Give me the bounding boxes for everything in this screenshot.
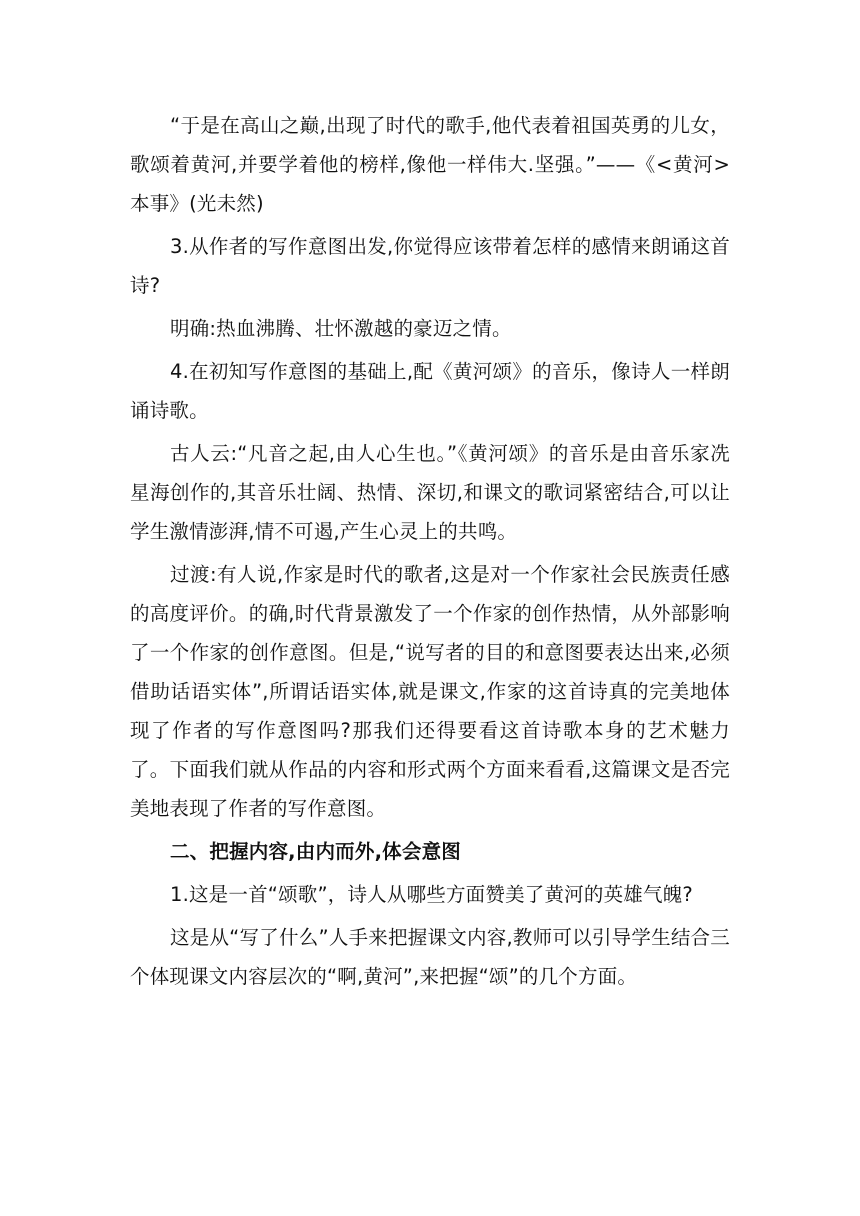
paragraph-question-1: 1.这是一首“颂歌”，诗人从哪些方面赞美了黄河的英雄气魄? xyxy=(169,883,693,906)
section-heading: 二、把握内容,由内而外,体会意图 xyxy=(169,840,461,863)
paragraph-transition: 过渡:有人说,作家是时代的歌者,这是对一个作家社会民族责任感的高度评价。的确,时代背景激发了一个作家的创作热情，从外部影响了一个作家的创作意图。但是,“说写者的目的和意图要表达出来,必须借助话语实体”,所谓话语实体,就是课文,作家的这首诗真的完美地体现了作者的写作意图吗?那我们还得要看这首诗歌本身的艺术魅力了。下面我们就从作品的内容和形式两个方面来看看,这篇课文是否完美地表现了作者的写作意图。 xyxy=(130,563,730,820)
paragraph-quote: “于是在高山之巅,出现了时代的歌手,他代表着祖国英勇的儿女，歌颂着黄河,并要学着他的榜样,像他一样伟大.坚强。”——《<黄河>本事》(光未然) xyxy=(130,114,730,215)
paragraph-question-3: 3.从作者的写作意图出发,你觉得应该带着怎样的感情来朗诵这首诗? xyxy=(130,235,730,297)
paragraph-guidance: 这是从“写了什么”人手来把握课文内容,教师可以引导学生结合三个体现课文内容层次的“啊,黄河”,来把握“颂”的几个方面。 xyxy=(130,926,730,988)
document-body xyxy=(130,106,730,996)
paragraph-music: 古人云:“凡音之起,由人心生也。”《黄河颂》的音乐是由音乐家冼星海创作的,其音乐壮阔、热情、深切,和课文的歌词紧密结合,可以让学生激情澎湃,情不可遏,产生心灵上的共鸣。 xyxy=(130,442,730,543)
paragraph-answer: 明确:热血沸腾、壮怀激越的豪迈之情。 xyxy=(169,317,512,340)
paragraph-question-4: 4.在初知写作意图的基础上,配《黄河颂》的音乐，像诗人一样朗诵诗歌。 xyxy=(130,360,730,422)
